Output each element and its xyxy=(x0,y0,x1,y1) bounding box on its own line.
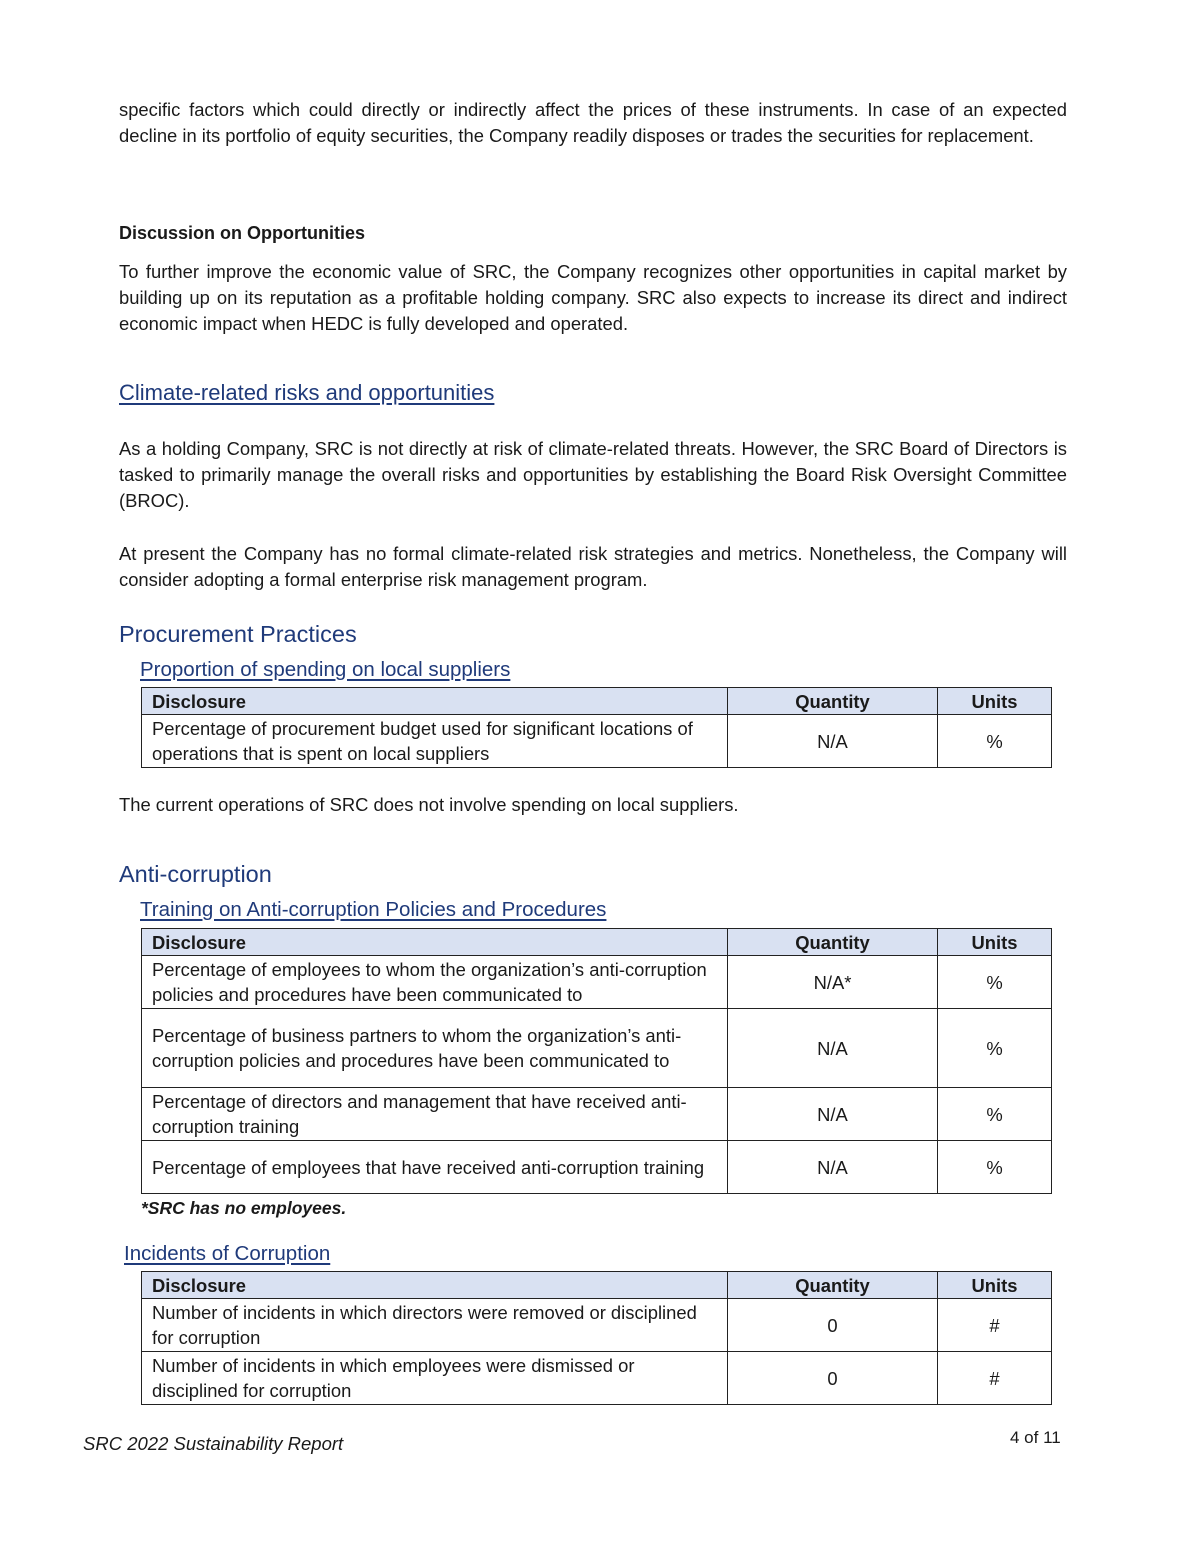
disclosure-cell: Percentage of employees to whom the organization’s anti-corruption policies and procedures have been communicated to xyxy=(142,956,728,1009)
quantity-cell: 0 xyxy=(728,1352,938,1405)
climate-paragraph-2: At present the Company has no formal climate-related risk strategies and metrics. Nonetheless, the Company will consider adopting a formal enterprise risk management program. xyxy=(119,543,1067,590)
procurement-note: The current operations of SRC does not involve spending on local suppliers. xyxy=(119,794,739,815)
header-disclosure: Disclosure xyxy=(142,929,728,956)
opportunities-heading: Discussion on Opportunities xyxy=(119,223,366,243)
header-quantity: Quantity xyxy=(728,929,938,956)
disclosure-cell: Number of incidents in which employees were dismissed or disciplined for corruption xyxy=(142,1352,728,1405)
procurement-subheading: Proportion of spending on local suppliers xyxy=(140,658,511,681)
disclosure-cell: Number of incidents in which directors were removed or disciplined for corruption xyxy=(142,1299,728,1352)
units-cell: # xyxy=(938,1352,1052,1405)
procurement-table xyxy=(141,687,1052,768)
units-cell: # xyxy=(938,1299,1052,1352)
units-cell: % xyxy=(938,956,1052,1009)
footer-report-title: SRC 2022 Sustainability Report xyxy=(83,1433,344,1454)
table-row xyxy=(142,1088,1052,1141)
header-units: Units xyxy=(938,929,1052,956)
table-row xyxy=(142,956,1052,1009)
header-quantity: Quantity xyxy=(728,1272,938,1299)
table-row xyxy=(142,1141,1052,1194)
header-disclosure: Disclosure xyxy=(142,688,728,715)
disclosure-cell: Percentage of employees that have received anti-corruption training xyxy=(142,1141,728,1194)
table-row xyxy=(142,1009,1052,1088)
climate-paragraph-1: As a holding Company, SRC is not directly at risk of climate-related threats. However, the SRC Board of Directors is tasked to primarily manage the overall risks and opportunities by establishing the Board Risk Oversight Committee (BROC). xyxy=(119,438,1067,511)
table-row xyxy=(142,1352,1052,1405)
incidents-table xyxy=(141,1271,1052,1405)
quantity-cell: N/A xyxy=(728,1088,938,1141)
table-header-row xyxy=(142,929,1052,956)
training-subheading: Training on Anti-corruption Policies and Procedures xyxy=(140,898,607,921)
units-cell: % xyxy=(938,1009,1052,1088)
units-cell: % xyxy=(938,715,1052,768)
training-footnote: *SRC has no employees. xyxy=(141,1198,347,1218)
quantity-cell: N/A xyxy=(728,715,938,768)
table-header-row xyxy=(142,688,1052,715)
header-disclosure: Disclosure xyxy=(142,1272,728,1299)
incidents-subheading: Incidents of Corruption xyxy=(124,1242,331,1265)
quantity-cell: N/A* xyxy=(728,956,938,1009)
intro-paragraph: specific factors which could directly or indirectly affect the prices of these instruments. In case of an expected decline in its portfolio of equity securities, the Company readily disposes or trades the securities for replacement. xyxy=(119,99,1067,146)
page-number: 4 of 11 xyxy=(1010,1428,1061,1447)
table-header-row xyxy=(142,1272,1052,1299)
header-units: Units xyxy=(938,688,1052,715)
training-table xyxy=(141,928,1052,1194)
opportunities-paragraph: To further improve the economic value of SRC, the Company recognizes other opportunities in capital market by building up on its reputation as a profitable holding company. SRC also expects to increase its direct and indirect economic impact when HEDC is fully developed and operated. xyxy=(119,261,1067,334)
table-row xyxy=(142,715,1052,768)
anticorruption-heading: Anti-corruption xyxy=(119,861,272,887)
quantity-cell: N/A xyxy=(728,1141,938,1194)
disclosure-cell: Percentage of directors and management that have received anti-corruption training xyxy=(142,1088,728,1141)
header-quantity: Quantity xyxy=(728,688,938,715)
units-cell: % xyxy=(938,1141,1052,1194)
table-row xyxy=(142,1299,1052,1352)
climate-heading: Climate-related risks and opportunities xyxy=(119,380,495,405)
disclosure-cell: Percentage of business partners to whom the organization’s anti-corruption policies and procedures have been communicated to xyxy=(142,1009,728,1088)
quantity-cell: 0 xyxy=(728,1299,938,1352)
disclosure-cell: Percentage of procurement budget used for significant locations of operations that is spent on local suppliers xyxy=(142,715,728,768)
quantity-cell: N/A xyxy=(728,1009,938,1088)
units-cell: % xyxy=(938,1088,1052,1141)
header-units: Units xyxy=(938,1272,1052,1299)
procurement-heading: Procurement Practices xyxy=(119,621,357,647)
